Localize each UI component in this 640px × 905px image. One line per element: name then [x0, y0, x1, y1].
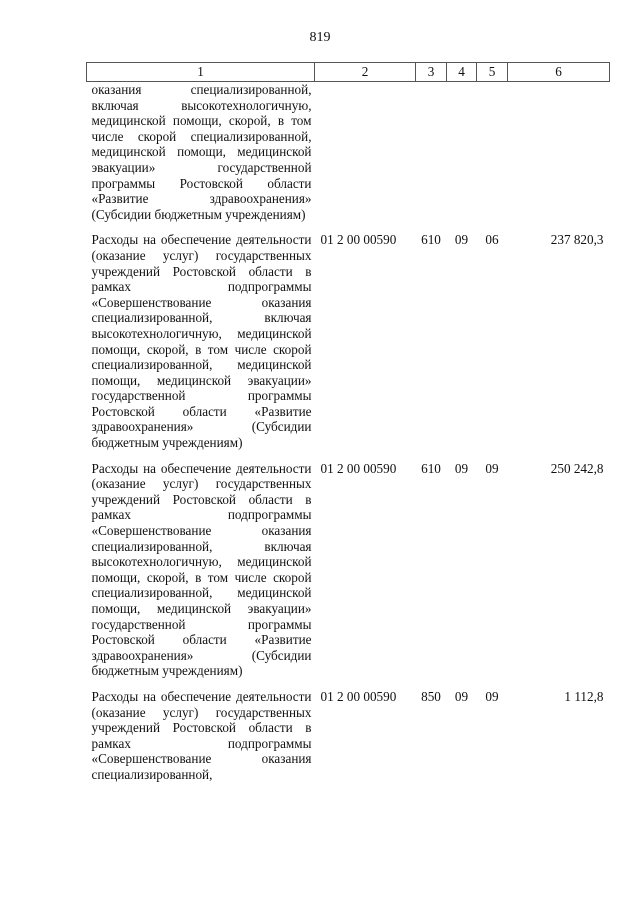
- row-amount: 250 242,8: [550, 460, 604, 476]
- row-subsection: 06: [485, 232, 499, 248]
- row-description: Расходы на обеспечение деятельности (оказание услуг) государственных учреждений Ростовской области в рамках подпрограммы «Совершенствование оказания специализированной, включая высокотехнологичную, медицинской помощи, скорой, в том числе скорой специализированной, медицинской помощи, медицинской эвакуации» государственной программы Ростовской области «Развитие здравоохранения» (Субсидии бюджетным учреждениям): [91, 232, 312, 451]
- row-subsection: 09: [485, 460, 499, 476]
- row-code: 01 2 00 00590: [320, 688, 397, 704]
- row-code: 01 2 00 00590: [320, 460, 397, 476]
- continuation-row: [87, 82, 610, 233]
- row-expense-type: 850: [421, 688, 441, 704]
- continuation-text: оказания специализированной, включая высокотехнологичную, медицинской помощи, скорой, в том числе скорой специализированной, медицинской помощи, медицинской эвакуации» государственной программы Ростовской области «Развитие здравоохранения» (Субсидии бюджетным учреждениям): [91, 82, 312, 222]
- header-cell-6: 6: [508, 63, 610, 82]
- row-description: Расходы на обеспечение деятельности (оказание услуг) государственных учреждений Ростовской области в рамках подпрограммы «Совершенствование оказания специализированной,: [91, 688, 312, 782]
- header-cell-4: 4: [447, 63, 477, 82]
- budget-table: [86, 62, 610, 793]
- row-description: Расходы на обеспечение деятельности (оказание услуг) государственных учреждений Ростовской области в рамках подпрограммы «Совершенствование оказания специализированной, включая высокотехнологичную, медицинской помощи, скорой, в том числе скорой специализированной, медицинской помощи, медицинской эвакуации» государственной программы Ростовской области «Развитие здравоохранения» (Субсидии бюджетным учреждениям): [91, 460, 312, 679]
- header-row: [87, 63, 610, 82]
- header-cell-3: 3: [416, 63, 447, 82]
- row-section: 09: [454, 232, 469, 248]
- header-cell-5: 5: [477, 63, 508, 82]
- header-cell-2: 2: [315, 63, 416, 82]
- row-expense-type: 610: [421, 460, 441, 476]
- row-section: 09: [454, 688, 469, 704]
- table-row: [87, 689, 610, 793]
- row-amount: 237 820,3: [550, 232, 604, 248]
- row-expense-type: 610: [421, 232, 441, 248]
- row-section: 09: [454, 460, 469, 476]
- page-number: 819: [309, 30, 331, 45]
- table-row: [87, 232, 610, 460]
- row-amount: 1 112,8: [564, 688, 604, 704]
- header-cell-1: 1: [87, 63, 315, 82]
- row-code: 01 2 00 00590: [320, 232, 397, 248]
- row-subsection: 09: [485, 688, 499, 704]
- table-row: [87, 461, 610, 689]
